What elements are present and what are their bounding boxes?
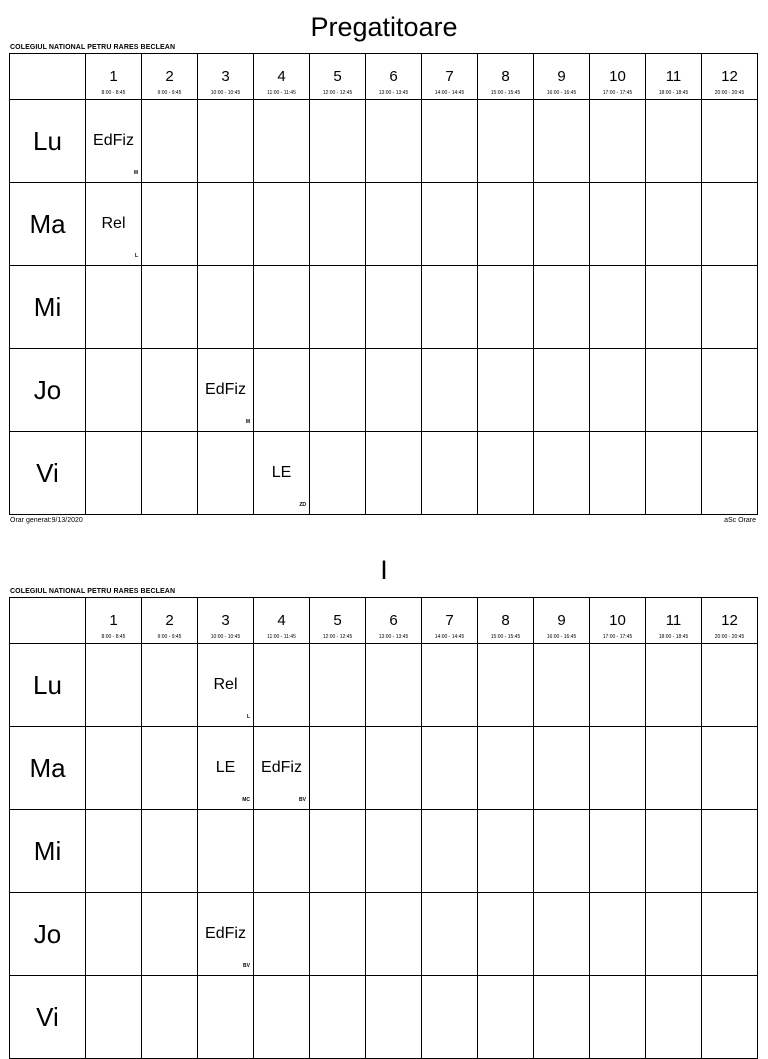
lesson-cell	[366, 727, 422, 810]
subject-label: Rel	[101, 215, 126, 232]
period-number: 3	[221, 612, 230, 629]
lesson-cell	[198, 183, 254, 266]
lesson-cell	[702, 727, 758, 810]
lesson-cell	[646, 349, 702, 432]
period-header-3	[198, 598, 254, 644]
lesson-cell	[702, 100, 758, 183]
day-row	[10, 644, 758, 727]
day-label: Mi	[10, 810, 86, 893]
class-title: I	[380, 555, 388, 585]
lesson-cell	[590, 432, 646, 515]
lesson-cell	[646, 266, 702, 349]
period-number: 7	[445, 612, 454, 629]
period-header-4	[254, 598, 310, 644]
period-time: 8:00 - 8:45	[101, 90, 126, 96]
lesson-cell	[478, 432, 534, 515]
lesson-cell	[142, 727, 198, 810]
lesson-cell	[86, 893, 142, 976]
period-number: 4	[277, 68, 286, 85]
timetable-grid	[9, 53, 758, 515]
period-time: 16:00 - 16:45	[546, 634, 577, 640]
lesson-cell	[422, 432, 478, 515]
lesson-cell	[534, 644, 590, 727]
lesson-cell	[310, 893, 366, 976]
lesson-cell	[86, 100, 142, 183]
period-number: 7	[445, 68, 454, 85]
period-header-8	[478, 598, 534, 644]
period-time: 9:00 - 9:45	[157, 90, 182, 96]
day-row	[10, 183, 758, 266]
period-number: 1	[109, 612, 118, 629]
lesson-cell	[534, 727, 590, 810]
lesson-cell	[422, 349, 478, 432]
lesson-cell	[366, 976, 422, 1059]
day-row	[10, 893, 758, 976]
period-time: 12:00 - 12:45	[322, 90, 353, 96]
lesson-cell	[310, 727, 366, 810]
period-header-9	[534, 598, 590, 644]
period-header-9	[534, 54, 590, 100]
school-name: COLEGIUL NATIONAL PETRU RARES BECLEAN	[10, 44, 176, 51]
lesson-cell	[478, 976, 534, 1059]
lesson-cell	[142, 183, 198, 266]
teacher-initials: BV	[243, 963, 250, 969]
period-number: 6	[389, 68, 398, 85]
lesson-cell	[142, 893, 198, 976]
period-header-7	[422, 54, 478, 100]
lesson-cell	[590, 349, 646, 432]
lesson-cell	[366, 100, 422, 183]
period-number: 11	[665, 68, 682, 85]
day-label: Vi	[10, 976, 86, 1059]
teacher-initials: L	[134, 253, 138, 259]
lesson-cell	[422, 810, 478, 893]
lesson-cell	[702, 644, 758, 727]
lesson-cell	[198, 893, 254, 976]
lesson-cell	[86, 644, 142, 727]
lesson-cell	[86, 976, 142, 1059]
period-number: 10	[609, 612, 626, 629]
day-row	[10, 266, 758, 349]
lesson-cell	[646, 100, 702, 183]
period-number: 8	[501, 68, 510, 85]
lesson-cell	[534, 100, 590, 183]
lesson-cell	[702, 893, 758, 976]
period-number: 10	[609, 68, 626, 85]
lesson-cell	[310, 810, 366, 893]
period-header-10	[590, 598, 646, 644]
lesson-cell	[366, 432, 422, 515]
teacher-initials: BV	[299, 797, 306, 803]
lesson-cell	[366, 810, 422, 893]
day-label: Jo	[10, 893, 86, 976]
lesson-cell	[254, 810, 310, 893]
lesson-cell	[310, 100, 366, 183]
period-number: 2	[165, 68, 174, 85]
lesson-cell	[590, 100, 646, 183]
period-header-12	[702, 598, 758, 644]
teacher-initials: M	[133, 170, 138, 176]
lesson-cell	[254, 976, 310, 1059]
corner-cell	[10, 54, 86, 100]
teacher-initials: M	[245, 419, 250, 425]
lesson-cell	[534, 349, 590, 432]
period-number: 3	[221, 68, 230, 85]
period-time: 14:00 - 14:45	[434, 90, 465, 96]
lesson-cell	[422, 727, 478, 810]
period-time: 17:00 - 17:45	[602, 634, 633, 640]
period-header-11	[646, 598, 702, 644]
lesson-cell	[646, 644, 702, 727]
lesson-cell	[254, 266, 310, 349]
lesson-cell	[702, 976, 758, 1059]
period-number: 9	[557, 612, 566, 629]
period-header-10	[590, 54, 646, 100]
period-number: 12	[721, 68, 738, 85]
period-number: 11	[665, 612, 682, 629]
day-row	[10, 976, 758, 1059]
period-number: 2	[165, 612, 174, 629]
lesson-cell	[254, 644, 310, 727]
period-header-4	[254, 54, 310, 100]
period-header-5	[310, 54, 366, 100]
lesson-cell	[86, 432, 142, 515]
lesson-cell	[702, 183, 758, 266]
lesson-cell	[646, 893, 702, 976]
lesson-cell	[646, 432, 702, 515]
footer-generated: Orar generat:9/13/2020	[10, 517, 83, 524]
period-time: 17:00 - 17:45	[602, 90, 633, 96]
lesson-cell	[646, 183, 702, 266]
lesson-cell	[366, 644, 422, 727]
day-label: Mi	[10, 266, 86, 349]
lesson-cell	[590, 183, 646, 266]
day-label: Jo	[10, 349, 86, 432]
lesson-cell	[478, 266, 534, 349]
day-row	[10, 432, 758, 515]
lesson-cell	[254, 432, 310, 515]
day-row	[10, 349, 758, 432]
period-header-5	[310, 598, 366, 644]
corner-cell	[10, 598, 86, 644]
lesson-cell	[422, 100, 478, 183]
lesson-cell	[422, 266, 478, 349]
lesson-cell	[254, 727, 310, 810]
lesson-cell	[478, 100, 534, 183]
period-header-8	[478, 54, 534, 100]
lesson-cell	[702, 266, 758, 349]
lesson-cell	[590, 976, 646, 1059]
lesson-cell	[422, 893, 478, 976]
lesson-cell	[142, 810, 198, 893]
lesson-cell	[422, 644, 478, 727]
period-header-row	[10, 54, 758, 100]
timetable-grid	[9, 597, 758, 1059]
lesson-cell	[254, 100, 310, 183]
lesson-cell	[142, 432, 198, 515]
day-row	[10, 810, 758, 893]
lesson-cell	[534, 893, 590, 976]
subject-label: EdFiz	[205, 925, 246, 942]
period-number: 4	[277, 612, 286, 629]
teacher-initials: MC	[242, 797, 250, 803]
period-header-2	[142, 54, 198, 100]
period-number: 6	[389, 612, 398, 629]
lesson-cell	[422, 976, 478, 1059]
lesson-cell	[422, 183, 478, 266]
day-label: Lu	[10, 100, 86, 183]
subject-label: LE	[215, 759, 236, 776]
lesson-cell	[646, 810, 702, 893]
period-time: 11:00 - 11:45	[267, 634, 296, 640]
lesson-cell	[534, 432, 590, 515]
lesson-cell	[310, 266, 366, 349]
lesson-cell	[310, 432, 366, 515]
period-number: 5	[333, 68, 342, 85]
lesson-cell	[310, 644, 366, 727]
period-header-row	[10, 598, 758, 644]
period-number: 12	[721, 612, 738, 629]
lesson-cell	[310, 976, 366, 1059]
period-time: 18:00 - 18:45	[658, 90, 689, 96]
lesson-cell	[702, 810, 758, 893]
lesson-cell	[366, 266, 422, 349]
day-row	[10, 727, 758, 810]
lesson-cell	[478, 727, 534, 810]
period-header-2	[142, 598, 198, 644]
lesson-cell	[534, 266, 590, 349]
lesson-cell	[646, 976, 702, 1059]
footer-brand: aSc Orare	[724, 517, 756, 524]
teacher-initials: L	[246, 714, 250, 720]
period-time: 16:00 - 16:45	[546, 90, 577, 96]
subject-label: LE	[271, 464, 292, 481]
period-time: 12:00 - 12:45	[322, 634, 353, 640]
day-label: Vi	[10, 432, 86, 515]
period-time: 13:00 - 13:45	[378, 90, 409, 96]
lesson-cell	[198, 644, 254, 727]
lesson-cell	[478, 893, 534, 976]
period-header-7	[422, 598, 478, 644]
period-time: 10:00 - 10:45	[210, 90, 241, 96]
period-number: 8	[501, 612, 510, 629]
period-header-1	[86, 598, 142, 644]
school-name: COLEGIUL NATIONAL PETRU RARES BECLEAN	[10, 588, 176, 595]
period-number: 9	[557, 68, 566, 85]
day-label: Ma	[10, 727, 86, 810]
period-number: 5	[333, 612, 342, 629]
lesson-cell	[478, 183, 534, 266]
subject-label: EdFiz	[261, 759, 302, 776]
lesson-cell	[254, 893, 310, 976]
period-time: 15:00 - 15:45	[490, 634, 521, 640]
period-time: 15:00 - 15:45	[490, 90, 521, 96]
period-time: 13:00 - 13:45	[378, 634, 409, 640]
day-row	[10, 100, 758, 183]
period-header-1	[86, 54, 142, 100]
lesson-cell	[366, 183, 422, 266]
lesson-cell	[590, 727, 646, 810]
period-time: 8:00 - 8:45	[101, 634, 126, 640]
period-time: 20:00 - 20:45	[714, 90, 745, 96]
lesson-cell	[534, 183, 590, 266]
lesson-cell	[142, 100, 198, 183]
class-title: Pregatitoare	[310, 12, 458, 42]
period-header-3	[198, 54, 254, 100]
period-time: 18:00 - 18:45	[658, 634, 689, 640]
lesson-cell	[478, 644, 534, 727]
lesson-cell	[198, 976, 254, 1059]
lesson-cell	[366, 893, 422, 976]
subject-label: EdFiz	[205, 381, 246, 398]
lesson-cell	[198, 349, 254, 432]
lesson-cell	[142, 976, 198, 1059]
lesson-cell	[646, 727, 702, 810]
lesson-cell	[590, 266, 646, 349]
lesson-cell	[142, 644, 198, 727]
lesson-cell	[142, 349, 198, 432]
lesson-cell	[142, 266, 198, 349]
period-time: 11:00 - 11:45	[267, 90, 296, 96]
period-time: 14:00 - 14:45	[434, 634, 465, 640]
lesson-cell	[198, 100, 254, 183]
teacher-initials: ZD	[299, 502, 306, 508]
period-time: 10:00 - 10:45	[210, 634, 241, 640]
lesson-cell	[702, 349, 758, 432]
lesson-cell	[86, 183, 142, 266]
lesson-cell	[86, 266, 142, 349]
lesson-cell	[86, 810, 142, 893]
lesson-cell	[198, 727, 254, 810]
lesson-cell	[254, 349, 310, 432]
lesson-cell	[534, 976, 590, 1059]
period-number: 1	[109, 68, 118, 85]
period-time: 20:00 - 20:45	[714, 634, 745, 640]
lesson-cell	[310, 183, 366, 266]
day-label: Lu	[10, 644, 86, 727]
lesson-cell	[198, 432, 254, 515]
lesson-cell	[366, 349, 422, 432]
day-label: Ma	[10, 183, 86, 266]
subject-label: Rel	[213, 676, 238, 693]
period-header-6	[366, 54, 422, 100]
lesson-cell	[590, 893, 646, 976]
lesson-cell	[534, 810, 590, 893]
period-header-6	[366, 598, 422, 644]
lesson-cell	[198, 810, 254, 893]
lesson-cell	[310, 349, 366, 432]
lesson-cell	[86, 727, 142, 810]
period-header-12	[702, 54, 758, 100]
lesson-cell	[702, 432, 758, 515]
lesson-cell	[478, 349, 534, 432]
subject-label: EdFiz	[93, 132, 134, 149]
period-time: 9:00 - 9:45	[157, 634, 182, 640]
lesson-cell	[478, 810, 534, 893]
lesson-cell	[198, 266, 254, 349]
period-header-11	[646, 54, 702, 100]
lesson-cell	[86, 349, 142, 432]
lesson-cell	[590, 810, 646, 893]
lesson-cell	[254, 183, 310, 266]
lesson-cell	[590, 644, 646, 727]
